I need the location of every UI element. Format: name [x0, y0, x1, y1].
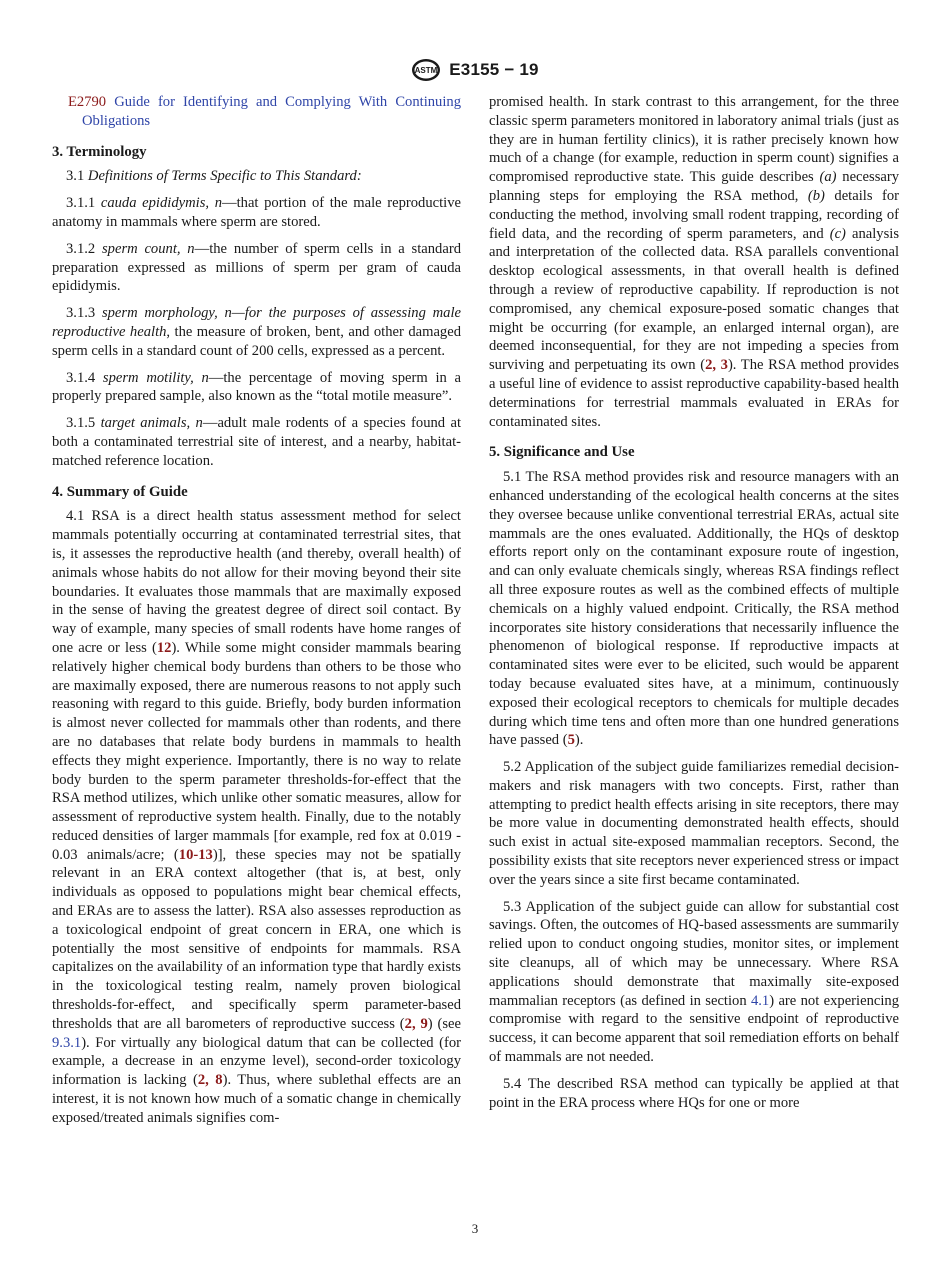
right-column [489, 93, 899, 1120]
citation-link[interactable]: 12 [156, 639, 172, 656]
term-3-1-5: 3.1.5 target animals, n—adult male rodents of a species found at both a contaminated terrestrial site of interest, and a nearby, habitat-matched reference location. [52, 415, 461, 469]
section-4-heading: 4. Summary of Guide [52, 483, 188, 500]
section-link-9-3-1[interactable]: 9.3.1 [52, 1034, 82, 1051]
astm-logo-text: ASTM [414, 66, 438, 75]
paragraph-4-1: 4.1 RSA is a direct health status assessment method for select mammals potentially occurring at contaminated terrestrial sites, that is, it assesses the reproductive health (and thereby, overall health) of animals whose habits do not allow for their moving beyond their site boundaries. It evaluates those mammals that are maximally exposed in the sense of having the greatest degree of direct soil contact. By way of example, many species of small rodents have home ranges of one acre or less (12). While some might consider mammals bearing relatively higher chemical body burdens than others to be those who are maximally exposed, there are numerous reasons to not apply such reasoning with regard to this guide. Briefly, body burden information is almost never collected for mammals other than rodents, and there are no databases that relate body burdens in mammals to health effects they might experience. Importantly, there is no way to relate body burden to the sperm parameter thresholds-for-effect that the RSA method utilizes, which unlike other somatic measures, allow for assessment of reproductive system health. Finally, due to the notably reduced densities of larger mammals [for example, red fox at 0.019 - 0.03 animals/acre; (10-13)], these species may not be spatially relevant in an ERA context altogether (that is, at best, only individuals as opposed to populations might bear chemical effects, and ERAs are to assess the latter). RSA also assesses reproduction as a toxicological endpoint of great concern in ERA, one which is potentially the most sensitive of endpoints for mammals. RSA capitalizes on the availability of an information type that hardly exists in the toxicological testing realm, namely proven biological thresholds-for-effect, and specifically sperm parameter-based thresholds that are all barometers of reproductive success (2, 9) (see 9.3.1). For virtually any biological datum that can be collected (for example, a decrease in an enzyme level), second-order toxicology information is lacking (2, 8). Thus, where sublethal effects are an interest, it is not known how much of a somatic change in chemically exposed/treated animals signifies com- [52, 508, 462, 1126]
ref-code-link[interactable]: E2790 [68, 94, 107, 110]
citation-link[interactable]: 2, 3 [705, 357, 728, 374]
section-link-4-1[interactable]: 4.1 [750, 992, 770, 1009]
page-number: 3 [471, 1221, 479, 1236]
term-3-1: 3.1 Definitions of Terms Specific to This Standard: [66, 168, 362, 185]
section-3-heading: 3. Terminology [52, 143, 147, 160]
citation-link[interactable]: 2, 8 [197, 1072, 223, 1089]
left-column [52, 93, 461, 1136]
citation-link[interactable]: 2, 9 [404, 1015, 428, 1032]
term-3-1-2: 3.1.2 sperm count, n—the number of sperm cells in a standard preparation expressed as millions of sperm per gram of cauda epididymis. [52, 240, 461, 295]
paragraph-5-4: 5.4 The described RSA method can typically be applied at that point in the ERA process where HQs for one or more [489, 1075, 899, 1111]
ref-title-link[interactable]: Guide for Identifying and Complying With Continuing Obligations [82, 94, 461, 129]
term-3-1-1: 3.1.1 cauda epididymis, n—that portion of the male reproductive anatomy in mammals where sperm are stored. [52, 195, 461, 230]
paragraph-5-3: 5.3 Application of the subject guide can allow for substantial cost savings. Often, the outcomes of HQ-based assessments are summarily relied upon to conduct ongoing studies, monitor sites, or implement site cleanups, all of which may be unnecessary. Where RSA applications should demonstrate that maximally site-exposed mammalian receptors (as defined in section 4.1) are not experiencing compromise with regard to the sensitive endpoint of reproductive success, it can become apparent that soil remediation efforts on behalf of mammals are not needed. [489, 898, 899, 1066]
page-header [0, 56, 950, 84]
paragraph-5-1: 5.1 The RSA method provides risk and resource managers with an enhanced understanding of the ecological health concerns at the sites they oversee because unlike conventional terrestrial ERAs, actual site mammals are the ones evaluated. Additionally, the HQs of desktop efforts report only on the contaminant exposure route of ingestion, and can only evaluate chemicals singly, whereas RSA findings reflect all three exposure routes as well as the combined effects of multiple chemicals on a highly valued endpoint. Critically, the RSA method incorporates site history considerations that necessarily influence the phenomenon of biological response. If reproductive impacts at contaminated sites were ever to be elicited, such would be apparent today because evaluated sites have, at a minimum, continuously exposed their ecological receptors to chemicals for multiple decades during which time tens and often more than one hundred generations have passed (5). [489, 469, 899, 749]
term-3-1-4: 3.1.4 sperm motility, n—the percentage of moving sperm in a properly prepared sample, also known as the “total motile measure”. [52, 369, 461, 405]
paragraph-4-1-continued: promised health. In stark contrast to this arrangement, for the three classic sperm parameters monitored in laboratory animal trials (just as they are in human fertility clinics), it is rather precisely known how much of a change (for example, reduction in sperm count) signifies a compromised reproductive state. This guide describes (a) necessary planning steps for employing the RSA method, (b) details for conducting the method, involving small rodent trapping, recording of field data, and the recording of sperm parameters, and (c) analysis and interpretation of the collected data. RSA parallels conventional desktop ecological assessments, in that overall health is defined through a review of reproductive capability. If reproduction is not compromised, any chemical exposure-posed somatic changes that might be occurring (for example, an enlarged internal organ), are deemed inconsequential, for they are not impeding a species from surviving and perpetuating its own (2, 3). The RSA method provides a useful line of evidence to assist reproductive capability-based health determinations for terrestrial mammals evaluated in ERAs for contaminated sites. [489, 94, 900, 430]
citation-link[interactable]: 5 [567, 732, 575, 749]
term-3-1-3: 3.1.3 sperm morphology, n—for the purposes of assessing male reproductive health, the measure of broken, bent, and other damaged sperm cells in a standard count of 200 cells, expressed as a percent. [52, 305, 461, 359]
astm-logo-icon [411, 58, 441, 82]
citation-link[interactable]: 10-13 [178, 846, 213, 863]
reference-e2790 [52, 93, 461, 131]
section-5-heading: 5. Significance and Use [489, 444, 635, 461]
document-designation: E3155 − 19 [449, 60, 539, 79]
paragraph-5-2: 5.2 Application of the subject guide familiarizes remedial decision-makers and risk managers with two concepts. First, rather than attempting to predict health effects arising in site receptors, there may be more value in documenting demonstrated health effects, should such exist in actual site-exposed mammalian receptors. Second, the possibility exists that site receptors never experienced stress or impact over the years since a site first became contaminated. [489, 759, 899, 888]
